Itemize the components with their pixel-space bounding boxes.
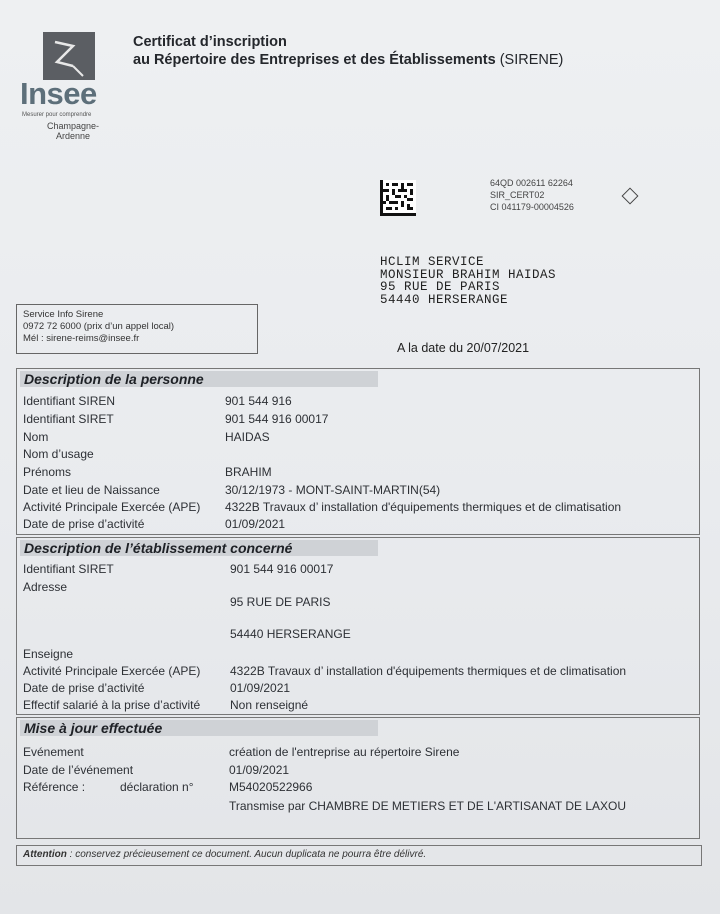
recipient-line2: MONSIEUR BRAHIM HAIDAS: [380, 267, 557, 282]
logo-tagline: Mesurer pour comprendre: [22, 112, 92, 118]
reference-codes: [490, 177, 574, 213]
etab-value-ape: 4322B Travaux d’ installation d'équipements thermiques et de climatisation: [230, 664, 627, 678]
section-maj-title: Mise à jour effectuée: [20, 720, 378, 736]
personne-label-siret: Identifiant SIRET: [23, 412, 114, 426]
personne-value-siren: 901 544 916: [225, 394, 292, 408]
etab-label-enseigne: Enseigne: [23, 647, 74, 661]
etab-label-adresse: Adresse: [23, 580, 68, 594]
personne-label-nom-usage: Nom d’usage: [23, 447, 94, 461]
insee-logo: [18, 30, 118, 145]
personne-label-ape: Activité Principale Exercée (APE): [23, 500, 201, 514]
service-info-box: [16, 304, 258, 354]
personne-value-naissance: 30/12/1973 - MONT-SAINT-MARTIN(54): [225, 483, 441, 497]
maj-label-date: Date de l’événement: [23, 763, 134, 777]
logo-region-line1: Champagne-: [46, 121, 100, 131]
etab-label-ape: Activité Principale Exercée (APE): [23, 664, 201, 678]
document-title: [133, 33, 563, 69]
etab-value-effectif: Non renseigné: [230, 698, 309, 712]
section-etablissement-title: Description de l’établissement concerné: [20, 540, 378, 556]
title-line2: [133, 51, 563, 69]
attention-notice: [16, 845, 702, 866]
etab-label-effectif: Effectif salarié à la prise d’activité: [23, 698, 201, 712]
personne-value-ape: 4322B Travaux d’ installation d'équipements thermiques et de climatisation: [225, 500, 622, 514]
personne-label-date-activite: Date de prise d’activité: [23, 517, 145, 531]
section-mise-a-jour: [16, 717, 700, 839]
service-info-email: Mél : sirene-reims@insee.fr: [23, 333, 140, 344]
title-line1: Certificat d’inscription: [133, 34, 287, 50]
section-personne: [16, 368, 700, 535]
personne-value-nom: HAIDAS: [225, 430, 270, 444]
etab-value-adresse-line1: 95 RUE DE PARIS: [230, 595, 331, 609]
ref-code-3: CI 041179-00004526: [490, 202, 574, 212]
logo-region: [38, 121, 108, 141]
service-info-phone: 0972 72 6000 (prix d’un appel local): [23, 321, 175, 332]
personne-label-siren: Identifiant SIREN: [23, 394, 116, 408]
section-personne-title: Description de la personne: [20, 371, 378, 387]
diamond-icon: [622, 188, 639, 205]
maj-value-date: 01/09/2021: [229, 763, 290, 777]
etab-label-date-activite: Date de prise d’activité: [23, 681, 145, 695]
recipient-address: [380, 256, 556, 306]
personne-value-prenoms: BRAHIM: [225, 465, 272, 479]
ref-code-2: SIR_CERT02: [490, 190, 545, 200]
maj-label-declaration: déclaration n°: [120, 780, 194, 794]
datamatrix-code-icon: [380, 180, 416, 216]
title-suffix: (SIRENE): [499, 52, 564, 68]
insee-logo-mark-icon: [43, 32, 95, 80]
personne-label-naissance: Date et lieu de Naissance: [23, 483, 160, 497]
recipient-line4: 54440 HERSERANGE: [380, 292, 509, 307]
maj-label-evenement: Evénement: [23, 745, 84, 759]
maj-value-declaration: M54020522966: [229, 780, 313, 794]
title-line2-main: au Répertoire des Entreprises et des Établissements: [133, 52, 496, 68]
maj-transmise: Transmise par CHAMBRE DE METIERS ET DE L'ARTISANAT DE LAXOU: [229, 799, 627, 813]
personne-label-prenoms: Prénoms: [23, 465, 72, 479]
personne-label-nom: Nom: [23, 430, 49, 444]
recipient-line3: 95 RUE DE PARIS: [380, 280, 501, 294]
service-info-title: Service Info Sirene: [23, 309, 104, 320]
attention-text: : conservez précieusement ce document. Aucun duplicata ne pourra être délivré.: [66, 849, 427, 860]
section-etablissement: [16, 537, 700, 715]
etab-label-siret: Identifiant SIRET: [23, 562, 114, 576]
recipient-line1: HCLIM SERVICE: [380, 255, 485, 269]
etab-value-adresse-line2: 54440 HERSERANGE: [230, 627, 351, 641]
maj-value-evenement: création de l'entreprise au répertoire Sirene: [229, 745, 460, 759]
ref-code-1: 64QD 002611 62264: [490, 178, 573, 188]
logo-region-line2: Ardenne: [55, 131, 91, 141]
etab-value-siret: 901 544 916 00017: [230, 562, 334, 576]
etab-value-date-activite: 01/09/2021: [230, 681, 291, 695]
attention-label: Attention: [23, 849, 67, 860]
maj-label-reference: Référence :: [23, 780, 86, 794]
personne-value-siret: 901 544 916 00017: [225, 412, 329, 426]
personne-value-date-activite: 01/09/2021: [225, 517, 286, 531]
certificate-date: A la date du 20/07/2021: [397, 341, 530, 355]
logo-wordmark: Insee: [20, 76, 97, 111]
